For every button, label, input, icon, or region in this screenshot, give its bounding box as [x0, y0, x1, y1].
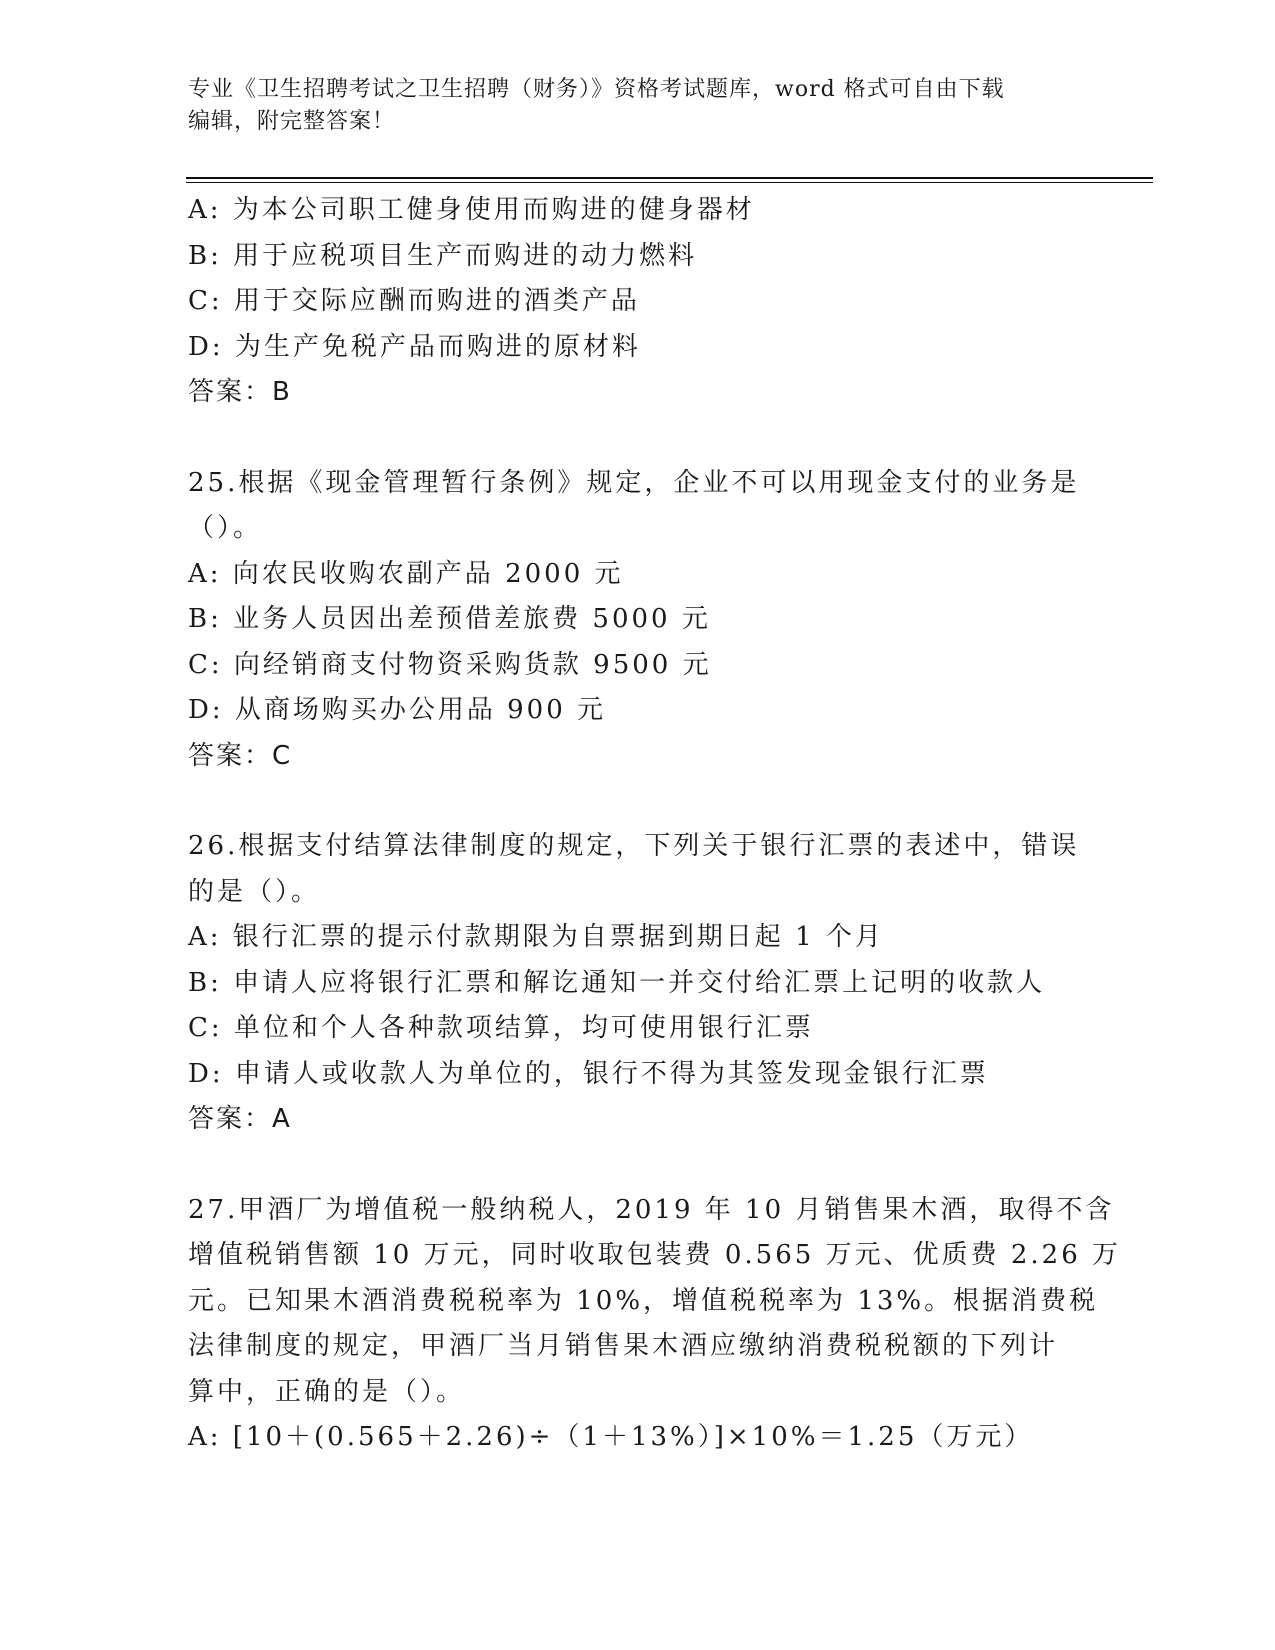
- spacer: [188, 1143, 1088, 1188]
- q25-option-a: A: 向农民收购农副产品 2000 元: [188, 558, 624, 589]
- option-d: D: 为生产免税产品而购进的原材料: [188, 331, 641, 362]
- question-25-text-cont: （）。: [188, 513, 263, 543]
- q26-option-c: C: 单位和个人各种款项结算，均可使用银行汇票: [188, 1013, 814, 1043]
- question-content: [188, 188, 1121, 1461]
- question-27-text-3: 元。已知果木酒消费税税率为 10%，增值税税率为 13%。根据消费税: [188, 1285, 1099, 1316]
- q25-option-b: B: 业务人员因出差预借差旅费 5000 元: [188, 604, 711, 634]
- answer-label: 答案：B: [188, 377, 292, 407]
- header-line-2: 编辑，附完整答案！: [188, 109, 396, 134]
- q25-option-c: C: 向经销商支付物资采购货款 9500 元: [188, 649, 712, 680]
- question-26-text: 26.根据支付结算法律制度的规定，下列关于银行汇票的表述中，错误: [188, 831, 1080, 861]
- question-25-text: 25.根据《现金管理暂行条例》规定，企业不可以用现金支付的业务是: [188, 467, 1080, 498]
- option-a: A: 为本公司职工健身使用而购进的健身器材: [188, 195, 755, 225]
- q27-option-a: A: [10＋(0.565＋2.26)÷（1＋13%）]×10%＝1.25（万元）: [188, 1422, 1034, 1452]
- question-27-text-1: 27.甲酒厂为增值税一般纳税人，2019 年 10 月销售果木酒，取得不含: [188, 1194, 1115, 1225]
- question-26-text-cont: 的是（）。: [188, 876, 321, 907]
- header-divider-thin: [186, 182, 1153, 183]
- q25-answer: 答案：C: [188, 740, 293, 771]
- option-c: C: 用于交际应酬而购进的酒类产品: [188, 286, 640, 316]
- q26-option-a: A: 银行汇票的提示付款期限为自票据到期日起 1 个月: [188, 922, 884, 952]
- q26-answer: 答案：A: [188, 1104, 292, 1134]
- question-27-text-4: 法律制度的规定，甲酒厂当月销售果木酒应缴纳消费税税额的下列计: [188, 1331, 1059, 1361]
- header-divider: [186, 177, 1153, 179]
- option-b: B: 用于应税项目生产而购进的动力燃料: [188, 240, 698, 271]
- q25-option-d: D: 从商场购买办公用品 900 元: [188, 695, 607, 725]
- header-line-1: 专业《卫生招聘考试之卫生招聘（财务）》资格考试题库，word 格式可自由下载: [188, 77, 1005, 102]
- spacer: [188, 779, 1088, 824]
- question-27-text-5: 算中，正确的是（）。: [188, 1376, 466, 1407]
- q26-option-d: D: 申请人或收款人为单位的，银行不得为其签发现金银行汇票: [188, 1058, 989, 1089]
- q26-option-b: B: 申请人应将银行汇票和解讫通知一并交付给汇票上记明的收款人: [188, 967, 1046, 998]
- document-header: [188, 74, 1088, 138]
- spacer: [188, 416, 1088, 461]
- question-27-text-2: 增值税销售额 10 万元，同时收取包装费 0.565 万元、优质费 2.26 万: [188, 1240, 1121, 1270]
